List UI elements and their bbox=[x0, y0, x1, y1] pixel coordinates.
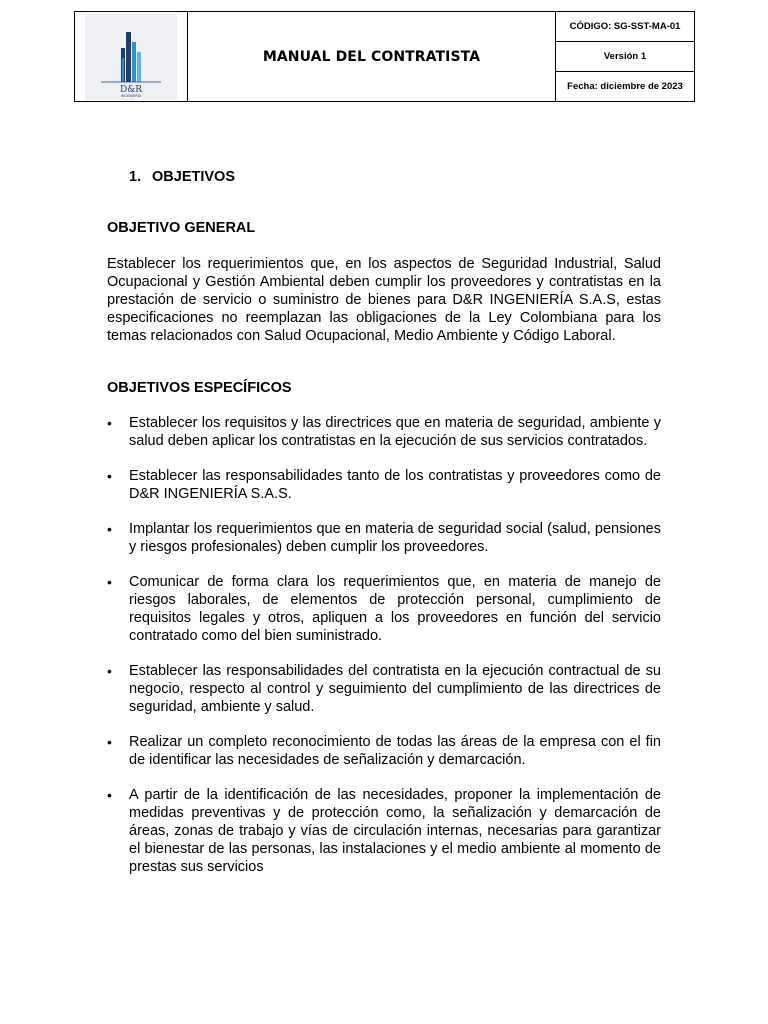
bullet-icon: • bbox=[107, 787, 112, 803]
bullet-icon: • bbox=[107, 521, 112, 537]
list-item-text: A partir de la identificación de las necesidades, proponer la implementación de medidas preventivas y de protección como, la señalización y demarcación de áreas, zonas de trabajo y vías de circulación internas, necesarias para garantizar el bienestar de las personas, las instalaciones y el medio ambiente al momento de prestas sus servicios bbox=[129, 787, 661, 875]
list-item bbox=[107, 520, 661, 556]
section-number: 1. bbox=[129, 169, 142, 185]
company-logo bbox=[85, 14, 177, 100]
list-item-text: Establecer los requisitos y las directrices que en materia de seguridad, ambiente y salud deben aplicar los contratistas en la ejecución de sus servicios contratados. bbox=[129, 415, 661, 449]
document-version: Versión 1 bbox=[556, 42, 695, 72]
list-item bbox=[107, 733, 661, 769]
document-code: CÓDIGO: SG-SST-MA-01 bbox=[556, 12, 695, 42]
logo-cell bbox=[75, 12, 188, 102]
bullet-icon: • bbox=[107, 663, 112, 679]
document-title: MANUAL DEL CONTRATISTA bbox=[188, 12, 556, 102]
buildings-logo-icon bbox=[85, 14, 177, 100]
specific-objectives-heading: OBJETIVOS ESPECÍFICOS bbox=[107, 380, 292, 396]
specific-objectives-list bbox=[107, 414, 661, 893]
general-objective-text: Establecer los requerimientos que, en los aspectos de Seguridad Industrial, Salud Ocupacional y Gestión Ambiental deben cumplir los proveedores y contratistas en la prestación de servicio o suministro de bienes para D&R INGENIERÍA S.A.S, estas especificaciones no reemplazan las obligaciones de la Ley Colombiana para los temas relacionados con Salud Ocupacional, Medio Ambiente y Código Laboral. bbox=[107, 256, 661, 344]
general-objective-heading: OBJETIVO GENERAL bbox=[107, 220, 256, 236]
list-item-text: Comunicar de forma clara los requerimientos que, en materia de manejo de riesgos laborales, de elementos de protección personal, cumplimiento de requisitos legales y otros, apliquen a los proveedores en función del servicio contratado como del bien suministrado. bbox=[129, 574, 661, 644]
list-item bbox=[107, 662, 661, 716]
document-header bbox=[74, 11, 695, 102]
list-item bbox=[107, 467, 661, 503]
logo-text: D&R bbox=[119, 84, 143, 95]
list-item-text: Implantar los requerimientos que en materia de seguridad social (salud, pensiones y riesgos profesionales) deben cumplir los proveedores. bbox=[129, 521, 661, 555]
bullet-icon: • bbox=[107, 468, 112, 484]
document-date: Fecha: diciembre de 2023 bbox=[556, 72, 695, 102]
list-item-text: Establecer las responsabilidades tanto de los contratistas y proveedores como de D&R INGENIERÍA S.A.S. bbox=[129, 468, 661, 502]
section-title: OBJETIVOS bbox=[152, 169, 235, 185]
bullet-icon: • bbox=[107, 415, 112, 431]
bullet-icon: • bbox=[107, 574, 112, 590]
bullet-icon: • bbox=[107, 734, 112, 750]
list-item bbox=[107, 786, 661, 876]
section-heading bbox=[129, 169, 235, 185]
list-item bbox=[107, 414, 661, 450]
list-item-text: Establecer las responsabilidades del contratista en la ejecución contractual de su negocio, respecto al control y seguimiento del cumplimiento de las directrices de seguridad, ambiente y salud. bbox=[129, 663, 661, 715]
logo-subtext: INGENIERÍA bbox=[120, 93, 142, 98]
list-item bbox=[107, 573, 661, 645]
list-item-text: Realizar un completo reconocimiento de todas las áreas de la empresa con el fin de identificar las necesidades de señalización y demarcación. bbox=[129, 734, 661, 768]
